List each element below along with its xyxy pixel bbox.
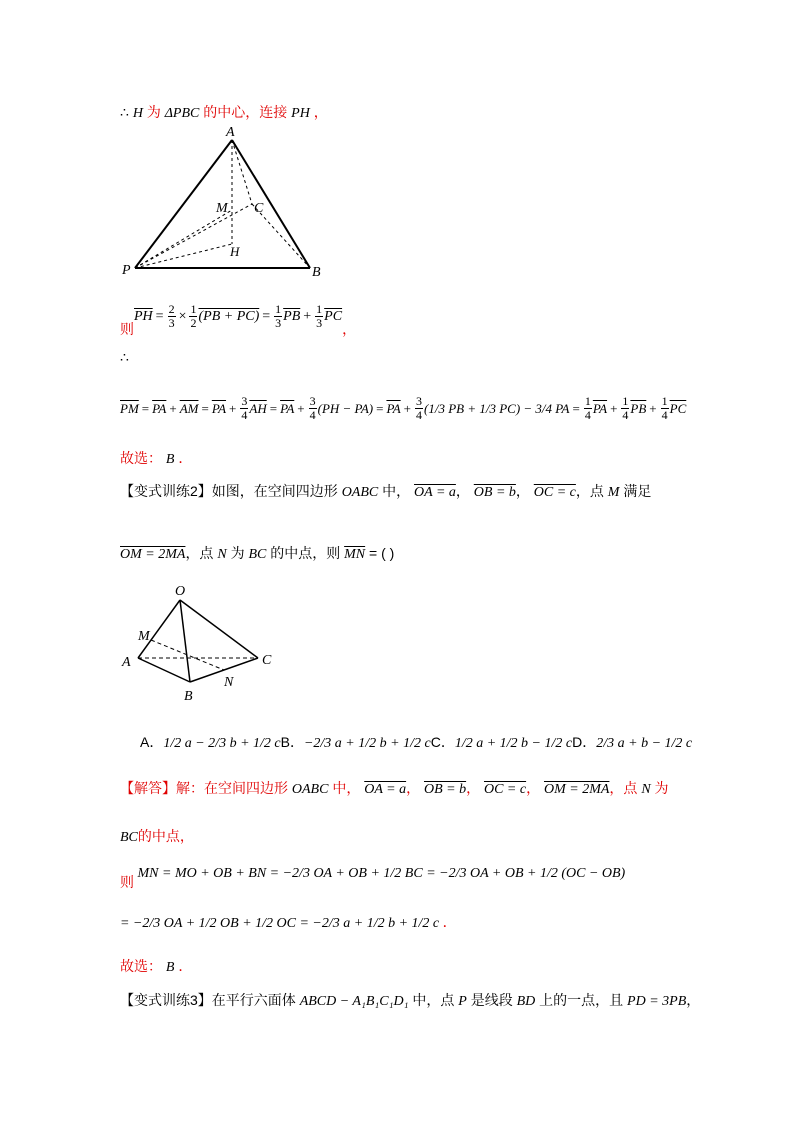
numerator: 1 <box>584 394 591 408</box>
inner-expression: (1/3 PB + 1/3 PC) − 3/4 PA <box>424 400 570 416</box>
label-n: N <box>224 675 234 690</box>
answer-value: B <box>165 452 175 467</box>
problem-tag: 【变式训练2】 <box>120 483 212 499</box>
vec-oa-eq: OA = a <box>414 485 456 500</box>
problem-2-line-1: 【变式训练2】如图，在空间四边形 OABC 中， OA = a， OB = b， OC = c，点 M 满足 <box>120 483 652 500</box>
times-sign: × <box>178 308 187 324</box>
vec-ob-eq: OB = b <box>473 485 516 500</box>
problem-text: 为 <box>230 545 245 561</box>
vec-oa-eq: OA = a <box>364 782 407 797</box>
segment-ph: PH <box>291 106 310 121</box>
label-p: P <box>122 263 131 278</box>
vec-pa: $\overline{PA}$ <box>280 400 295 416</box>
problem-text: 满足 <box>623 483 652 499</box>
segment-bc: BC <box>120 830 138 845</box>
numerator: 1 <box>661 394 668 408</box>
equals: = <box>201 400 209 416</box>
vec-pb: $\overline{PB}$ <box>630 400 647 416</box>
option-expr: 2/3 a + b − 1/2 c <box>596 736 693 751</box>
vec-mn: $\overline{MN}$ <box>344 547 366 562</box>
option-d[interactable] <box>572 732 692 752</box>
denominator: 3 <box>168 316 175 330</box>
answer-blank: = ( ) <box>369 545 395 561</box>
equals: = <box>141 400 150 416</box>
problem-text: ，点 <box>575 483 604 499</box>
numerator: 3 <box>416 394 422 408</box>
triangle-pbc: ΔPBC <box>164 106 200 121</box>
problem-tag: 【变式训练3】 <box>120 992 212 1008</box>
fraction-1-3 <box>315 303 323 330</box>
solution-2-line-2 <box>120 826 194 846</box>
vec-ob-eq: OB = b <box>423 782 467 797</box>
fraction-3-4 <box>415 395 423 422</box>
plus-sign: + <box>169 400 177 416</box>
option-c[interactable] <box>431 732 572 752</box>
solution-2-line-1: 【解答】解：在空间四边形 OABC 中， OA = a， OB = b， OC = c， OM = 2MA，点 N 为 <box>120 780 669 797</box>
plus-sign: + <box>649 400 657 416</box>
option-b[interactable] <box>281 732 431 752</box>
tetrahedron-figure-1 <box>120 120 350 285</box>
label-m: M <box>138 629 150 644</box>
edge-ob <box>180 600 190 682</box>
fraction-2-3 <box>168 303 176 330</box>
period: ． <box>178 450 193 466</box>
label-b: B <box>184 689 193 704</box>
solid-name: ABCD − A₁B₁C₁D₁ <box>299 994 409 1009</box>
period: ． <box>178 958 193 974</box>
answer-label: 故选： <box>120 958 162 974</box>
denominator: 3 <box>275 316 282 330</box>
solution-text: 的中点， <box>137 828 194 844</box>
problem-3-line-1 <box>120 990 700 1010</box>
tetrahedron-figure-2 <box>118 580 283 705</box>
plus-sign: + <box>229 400 237 416</box>
problem-text: ，点 <box>185 545 214 561</box>
equals: = <box>155 308 164 324</box>
point-m: M <box>607 485 620 500</box>
options-row <box>140 732 693 752</box>
problem-text: 的中点，则 <box>270 545 341 561</box>
word-wei: 为 <box>146 104 161 120</box>
segment-bc: BC <box>248 547 267 562</box>
fraction-1-4 <box>584 395 592 422</box>
solution-2-equation-a <box>120 862 626 890</box>
denominator: 4 <box>584 408 591 422</box>
denominator: 2 <box>190 316 197 330</box>
vec-pc: $\overline{PC}$ <box>324 308 343 324</box>
option-expr: 1/2 a − 2/3 b + 1/2 c <box>163 736 281 751</box>
vec-om-eq: OM = 2MA <box>120 547 186 562</box>
center-text: 的中心，连接 <box>203 104 288 120</box>
paren-pb-pc: (PB + PC) <box>198 308 260 324</box>
denominator: 4 <box>309 408 316 422</box>
solution-text: 解：在空间四边形 <box>176 780 288 796</box>
edge-ab <box>138 658 190 682</box>
segment-bd: BD <box>516 994 536 1009</box>
problem-text: 是线段 <box>470 992 513 1008</box>
equals: = <box>572 400 580 416</box>
line-h-center <box>120 102 328 122</box>
solution-2-equation-b <box>120 912 457 932</box>
paren-ph-pa: (PH − PA) <box>317 400 374 416</box>
plus-sign: + <box>303 308 312 324</box>
segment-pm <box>135 210 232 268</box>
quadrilateral-name: OABC <box>341 485 379 500</box>
problem-2-line-2 <box>120 543 394 563</box>
vec-pb: $\overline{PB}$ <box>283 308 301 324</box>
vec-oc-eq: OC = c <box>483 782 527 797</box>
vec-ah: $\overline{AH}$ <box>249 400 267 416</box>
vec-pa: $\overline{PA}$ <box>211 400 227 416</box>
plus-sign: + <box>297 400 305 416</box>
edge-oc <box>180 600 258 658</box>
label-a: A <box>226 125 235 140</box>
denominator: 4 <box>416 408 422 422</box>
point-p: P <box>458 994 467 1009</box>
equation-pm <box>120 395 686 422</box>
vec-pc: $\overline{PC}$ <box>669 400 687 416</box>
numerator: 1 <box>622 394 629 408</box>
edge-ac <box>232 140 252 204</box>
solution-text: ，点 <box>609 780 638 796</box>
option-label: A． <box>140 734 164 750</box>
point-h: H <box>132 106 143 121</box>
label-b: B <box>312 265 321 280</box>
period: ． <box>442 916 457 931</box>
answer-label: 故选： <box>120 450 162 466</box>
problem-text: 中，点 <box>412 992 455 1008</box>
edge-ab <box>232 140 310 268</box>
label-c: C <box>254 201 264 216</box>
option-expr: 1/2 a + 1/2 b − 1/2 c <box>454 736 573 751</box>
equals: = <box>269 400 278 416</box>
solution-tag: 【解答】 <box>120 780 176 796</box>
point-n: N <box>217 547 227 562</box>
vec-oc-eq: OC = c <box>533 485 576 500</box>
numerator: 1 <box>190 302 197 316</box>
therefore-symbol: ∴ <box>120 351 129 366</box>
label-h: H <box>230 244 240 259</box>
fraction-1-4 <box>621 395 629 422</box>
vec-am: $\overline{AM}$ <box>179 400 199 416</box>
fraction-1-2 <box>189 303 197 330</box>
fraction-3-4 <box>240 395 248 422</box>
therefore-symbol: ∴ <box>120 106 129 121</box>
option-a[interactable] <box>140 732 281 752</box>
option-label: D． <box>572 734 597 750</box>
equation-mn-result: = −2/3 OA + 1/2 OB + 1/2 OC = −2/3 a + 1/2 b + 1/2 c <box>120 916 440 931</box>
solution-text: 为 <box>654 780 669 796</box>
problem-text: 上的一点，且 <box>539 992 624 1008</box>
vec-pa: $\overline{PA}$ <box>592 400 608 416</box>
label-o: O <box>175 584 186 599</box>
equation-ph <box>120 302 357 337</box>
fraction-1-4 <box>661 395 669 422</box>
denominator: 4 <box>622 408 629 422</box>
vec-om-eq: OM = 2MA <box>543 782 610 797</box>
answer-line-2 <box>120 956 192 976</box>
fraction-3-4 <box>309 395 317 422</box>
point-n: N <box>641 782 651 797</box>
comma: ， <box>313 104 328 120</box>
label-c: C <box>262 653 272 668</box>
comma: ， <box>686 992 701 1008</box>
numerator: 1 <box>316 302 323 316</box>
fraction-1-3 <box>274 303 282 330</box>
answer-line-1 <box>120 448 192 468</box>
equation-mn: MN = MO + OB + BN = −2/3 OA + OB + 1/2 BC = −2/3 OA + OB + 1/2 (OC − OB) <box>137 866 626 881</box>
label-a: A <box>122 655 131 670</box>
problem-text: 在平行六面体 <box>211 992 296 1008</box>
option-expr: −2/3 a + 1/2 b + 1/2 c <box>303 736 431 751</box>
label-m: M <box>216 201 228 216</box>
numerator: 2 <box>168 302 175 316</box>
vec-pa: $\overline{PA}$ <box>152 400 167 416</box>
numerator: 3 <box>309 394 316 408</box>
vec-ph: $\overline{PH}$ <box>134 308 153 324</box>
option-label: C． <box>430 734 455 750</box>
numerator: 3 <box>241 394 248 408</box>
quadrilateral-name: OABC <box>291 782 329 797</box>
equation-pd: PD = 3PB <box>627 994 687 1009</box>
word-ze: 则 <box>120 874 134 890</box>
problem-text: 中， <box>382 483 411 499</box>
solution-text: 中， <box>332 780 361 796</box>
vec-pm: $\overline{PM}$ <box>120 400 139 416</box>
option-label: B． <box>280 734 304 750</box>
answer-value: B <box>165 960 175 975</box>
denominator: 3 <box>316 316 323 330</box>
plus-sign: + <box>610 400 618 416</box>
numerator: 1 <box>275 302 282 316</box>
problem-text: 如图，在空间四边形 <box>211 483 338 499</box>
denominator: 4 <box>661 408 668 422</box>
equals: = <box>376 400 384 416</box>
vec-pa: $\overline{PA}$ <box>386 400 401 416</box>
equals: = <box>262 308 271 324</box>
plus-sign: + <box>403 400 411 416</box>
comma: ， <box>342 320 357 337</box>
word-ze: 则 <box>120 320 134 337</box>
denominator: 4 <box>241 408 248 422</box>
